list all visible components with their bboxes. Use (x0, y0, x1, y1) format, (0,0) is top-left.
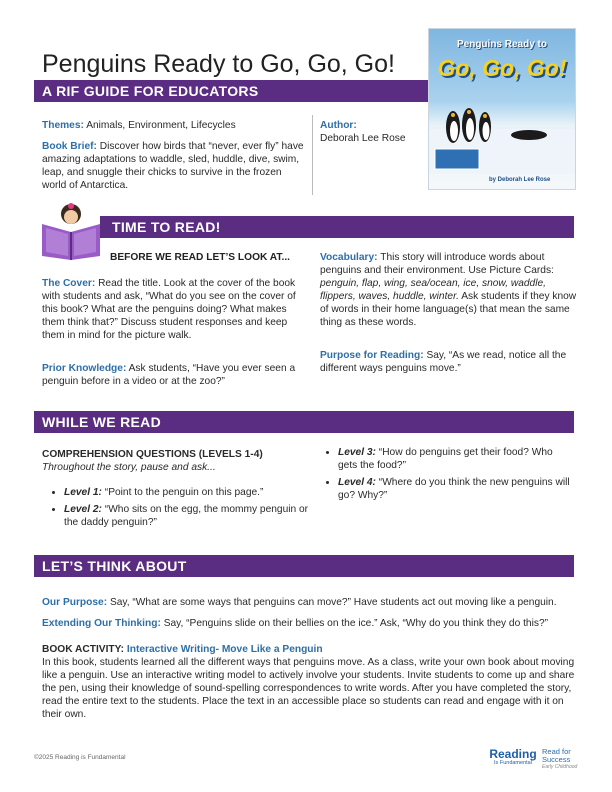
vocabulary-text-2: Ask students if they know of words in their home language(s) that mean the same thing as these words. (320, 291, 577, 328)
lets-think-band (34, 555, 574, 577)
level-label: Level 2: (64, 504, 102, 515)
while-we-read-band (34, 411, 574, 433)
book-cover-image (428, 28, 576, 190)
vocabulary-text-1: This story will introduce words about penguins and their environment. Use Picture Cards: (320, 252, 554, 276)
book-activity-text: In this book, students learned all the different ways that penguins move. As a class, write your own book about moving like a penguin. Use an interactive writing model to actively involve your students. Invite students to come up and share the pen, using their knowledge of sound-spelling correspondences to write words. After you have completed the story, read the entire text to the students. Place the text in an accessible place so students can read and engage with it on their own. (42, 657, 575, 720)
our-purpose-text: Say, “What are some ways that penguins can move?” Have students act out moving like a penguin. (109, 597, 557, 608)
cover-paragraph (42, 277, 304, 342)
level-label: Level 1: (64, 487, 102, 498)
book-brief-label: Book Brief: (42, 141, 97, 152)
prior-knowledge-text: Ask students, “Have you ever seen a penguin before in a video or at the zoo?” (42, 363, 296, 387)
guide-band-label: A RIF GUIDE FOR EDUCATORS (42, 83, 259, 99)
while-we-read-heading: WHILE WE READ (42, 414, 162, 430)
read-for-label: Read for (542, 747, 571, 756)
time-to-read-band (100, 216, 574, 238)
list-item (64, 486, 312, 499)
time-to-read-heading: TIME TO READ! (112, 219, 221, 235)
prior-knowledge-label: Prior Knowledge: (42, 363, 127, 374)
cover-title-big: Go, Go, Go! (437, 55, 567, 81)
author-label: Author: (320, 120, 357, 131)
book-activity-paragraph (42, 643, 582, 721)
vocabulary-label: Vocabulary: (320, 252, 378, 263)
level-label: Level 4: (338, 477, 376, 488)
list-item (64, 503, 312, 529)
comprehension-questions-left (42, 448, 312, 533)
purpose-for-reading-paragraph (320, 349, 580, 375)
rif-logo (488, 748, 538, 766)
rif-logo-fundamental: Is Fundamental (494, 760, 532, 766)
level-text: “How do penguins get their food? Who gets the food?” (338, 447, 553, 471)
book-brief (42, 140, 304, 192)
comprehension-intro: Throughout the story, pause and ask... (42, 462, 216, 473)
extending-thinking-paragraph (42, 617, 582, 630)
list-item (338, 446, 572, 472)
book-brief-text: Discover how birds that “never, ever fly” have amazing adaptations to waddle, sled, huddle, dive, swim, leap, and snuggle their chicks to survive in the frozen world of Antarctica. (42, 141, 304, 191)
themes-text: Animals, Environment, Lifecycles (86, 120, 236, 131)
lets-think-heading: LET’S THINK ABOUT (42, 558, 187, 574)
cover-title-top: Penguins Ready to (456, 39, 547, 50)
level-text: “Point to the penguin on this page.” (104, 487, 264, 498)
comprehension-title: COMPREHENSION QUESTIONS (LEVELS 1-4) (42, 449, 263, 460)
book-activity-title: Interactive Writing- Move Like a Penguin (126, 644, 323, 655)
vocabulary-paragraph (320, 251, 580, 329)
author-block (320, 119, 420, 145)
copyright-text: ©2025 Reading is Fundamental (34, 754, 126, 761)
extending-thinking-label: Extending Our Thinking: (42, 618, 161, 629)
intro-divider (312, 115, 313, 195)
read-for-success-logo (542, 748, 590, 770)
rif-logo-reading: Reading (489, 747, 537, 761)
purpose-for-reading-label: Purpose for Reading: (320, 350, 424, 361)
cover-author: by Deborah Lee Rose (489, 177, 551, 183)
author-name: Deborah Lee Rose (320, 133, 406, 144)
level-label: Level 3: (338, 447, 376, 458)
themes-line (42, 119, 304, 132)
cover-text: Read the title. Look at the cover of the book with students and ask, “What do you see on the cover of this book? What are the penguins doing? What makes them think that?” Discuss student responses and keep them in mind for the picture walk. (42, 278, 296, 341)
vocabulary-words: penguin, flap, wing, sea/ocean, ice, snow, waddle, flippers, waves, huddle, winter. (320, 278, 546, 302)
list-item (338, 476, 572, 502)
page-title: Penguins Ready to Go, Go, Go! (42, 50, 395, 78)
before-we-read-heading: BEFORE WE READ LET’S LOOK AT... (110, 252, 290, 263)
early-childhood-label: Early Childhood (542, 764, 578, 770)
reading-child-icon (38, 200, 104, 260)
themes-label: Themes: (42, 120, 84, 131)
level-text: “Who sits on the egg, the mommy penguin or the daddy penguin?” (64, 504, 309, 528)
purpose-for-reading-text: Say, “As we read, notice all the different ways penguins move.” (320, 350, 567, 374)
our-purpose-label: Our Purpose: (42, 597, 108, 608)
extending-thinking-text: Say, “Penguins slide on their bellies on the ice.” Ask, “Why do you think they do this?” (163, 618, 549, 629)
our-purpose-paragraph (42, 596, 582, 609)
success-label: Success (542, 755, 571, 764)
level-text: “Where do you think the new penguins will go? Why?” (338, 477, 570, 501)
cover-label: The Cover: (42, 278, 96, 289)
cover-penguins-illustration (429, 89, 575, 174)
prior-knowledge-paragraph (42, 362, 304, 388)
comprehension-questions-right (322, 446, 572, 506)
book-activity-label: BOOK ACTIVITY: (42, 644, 125, 655)
